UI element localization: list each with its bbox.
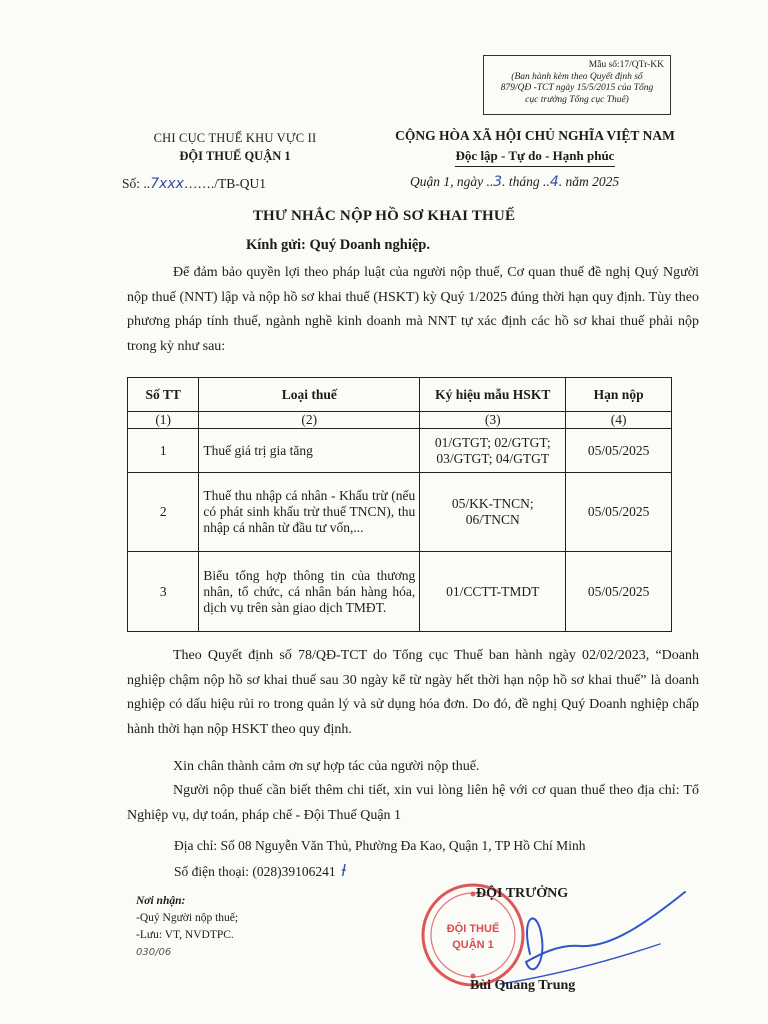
header-deadline: Hạn nộp bbox=[566, 378, 672, 412]
table-row bbox=[128, 473, 672, 552]
motto-underline bbox=[455, 166, 615, 167]
header-tax-type: Loại thuế bbox=[199, 378, 420, 412]
date-month-label: . tháng .. bbox=[502, 174, 550, 189]
form-code-line: 01/CCTT-TMDT bbox=[446, 583, 540, 599]
row-no: 1 bbox=[128, 429, 199, 473]
header-no: Số TT bbox=[128, 378, 199, 412]
date-day: 3 bbox=[493, 174, 503, 190]
row-tax-type: Thuế giá trị gia tăng bbox=[199, 429, 420, 473]
date-month: 4 bbox=[549, 174, 559, 190]
initials-mark: ƚ bbox=[341, 861, 347, 880]
contact-address: Địa chỉ: Số 08 Nguyễn Văn Thủ, Phường Đa Kao, Quận 1, TP Hồ Chí Minh bbox=[174, 838, 586, 853]
form-code: Mẫu số:17/QTr-KK bbox=[588, 60, 664, 70]
table-row bbox=[128, 552, 672, 632]
row-form-code bbox=[420, 473, 566, 552]
issue-date bbox=[410, 174, 619, 190]
form-code-line: 03/GTGT; 04/GTGT bbox=[436, 450, 550, 466]
table-row bbox=[128, 429, 672, 473]
row-form-code bbox=[420, 429, 566, 473]
recipient-item: -Lưu: VT, NVDTPC. bbox=[136, 929, 234, 941]
svg-text:ĐỘI THUẾ: ĐỘI THUẾ bbox=[446, 923, 500, 935]
doc-number-prefix: Số: .. bbox=[122, 176, 151, 191]
index-cell: (1) bbox=[128, 412, 199, 429]
form-note-line-3: cục trưởng Tổng cục Thuế) bbox=[525, 94, 629, 105]
row-tax-type: Thuế thu nhập cá nhân - Khấu trừ (nếu có phát sinh khấu trừ thuế TNCN), thu nhập cá nhân từ đầu tư vốn,... bbox=[199, 473, 420, 552]
row-no: 3 bbox=[128, 552, 199, 632]
intro-paragraph bbox=[127, 261, 699, 359]
date-year: . năm 2025 bbox=[558, 174, 620, 189]
regulation-paragraph bbox=[127, 644, 699, 742]
thanks-text: Xin chân thành cảm ơn sự hợp tác của người nộp thuế. bbox=[173, 759, 480, 774]
issuing-agency bbox=[120, 131, 350, 164]
regulation-text: Theo Quyết định số 78/QĐ-TCT do Tổng cục Thuế ban hành ngày 02/02/2023, “Doanh nghiệp chậm nộp hồ sơ khai thuế sau 30 ngày kể từ ngày hết thời hạn nộp hồ sơ khai thuế” là doanh nghiệp có dấu hiệu rủi ro trong quản lý và sử dụng hóa đơn. Do đó, đề nghị Quý Doanh nghiệp chấp hành thời hạn nộp HSKT theo quy định. bbox=[127, 648, 699, 737]
document-number bbox=[122, 176, 266, 192]
row-deadline: 05/05/2025 bbox=[566, 552, 672, 632]
tax-filing-table bbox=[127, 377, 672, 632]
recipient-item: -Quý Người nộp thuế; bbox=[136, 912, 239, 924]
greeting: Kính gửi: Quý Doanh nghiệp. bbox=[246, 237, 430, 253]
signer-title: ĐỘI TRƯỞNG bbox=[476, 886, 569, 901]
doc-number-handwritten: 7xxx bbox=[150, 176, 184, 192]
row-tax-type: Biểu tổng hợp thông tin của thương nhân, tổ chức, cá nhân bán hàng hóa, dịch vụ trên sàn giao dịch TMĐT. bbox=[199, 552, 420, 632]
thanks-paragraph bbox=[127, 755, 699, 780]
document-title: THƯ NHẮC NỘP HỒ SƠ KHAI THUẾ bbox=[252, 208, 516, 224]
form-note-line-1: (Ban hành kèm theo Quyết định số bbox=[511, 71, 643, 82]
table-header-row bbox=[128, 378, 672, 412]
form-code-line: 06/TNCN bbox=[465, 512, 520, 527]
contact-details bbox=[174, 833, 694, 884]
row-deadline: 05/05/2025 bbox=[566, 473, 672, 552]
recipients-block bbox=[136, 893, 238, 961]
signer-name: Bùi Quang Trung bbox=[470, 978, 576, 993]
contact-phone-text: Số điện thoại: (028)39106241 bbox=[174, 864, 336, 879]
national-heading bbox=[380, 128, 690, 167]
form-note-line-2: 879/QĐ -TCT ngày 15/5/2015 của Tổng bbox=[500, 83, 654, 93]
index-cell: (4) bbox=[566, 412, 672, 429]
agency-line-1: CHI CỤC THUẾ KHU VỰC II bbox=[153, 131, 317, 145]
contact-text: Người nộp thuế cần biết thêm chi tiết, xin vui lòng liên hệ với cơ quan thuế theo địa chỉ: Tổ Nghiệp vụ, dự toán, pháp chế - Đội Thuế Quận 1 bbox=[127, 783, 699, 823]
table-index-row bbox=[128, 412, 672, 429]
form-code-line: 01/GTGT; 02/GTGT; bbox=[434, 434, 551, 450]
nation-motto: Độc lập - Tự do - Hạnh phúc bbox=[455, 148, 615, 163]
nation-line-1: CỘNG HÒA XÃ HỘI CHỦ NGHĨA VIỆT NAM bbox=[395, 128, 675, 143]
row-no: 2 bbox=[128, 473, 199, 552]
date-place: Quận 1, ngày .. bbox=[410, 174, 494, 189]
svg-text:QUẬN 1: QUẬN 1 bbox=[452, 939, 494, 951]
recipients-label: Nơi nhận: bbox=[136, 895, 186, 907]
index-cell: (2) bbox=[199, 412, 420, 429]
contact-paragraph bbox=[127, 779, 699, 828]
header-form-code: Ký hiệu mẫu HSKT bbox=[420, 378, 566, 412]
intro-text: Để đảm bảo quyền lợi theo pháp luật của người nộp thuế, Cơ quan thuế đề nghị Quý Người nộp thuế (NNT) lập và nộp hồ sơ khai thuế (HSKT) kỳ Quý 1/2025 đúng thời hạn quy định. Tùy theo phương pháp tính thuế, ngành nghề kinh doanh mà NNT tự xác định các hồ sơ khai thuế phải nộp trong kỳ như sau: bbox=[127, 265, 699, 354]
form-code-box bbox=[483, 55, 671, 115]
index-cell: (3) bbox=[420, 412, 566, 429]
row-deadline: 05/05/2025 bbox=[566, 429, 672, 473]
archive-handwritten-note: 030/06 bbox=[136, 947, 172, 958]
agency-line-2: ĐỘI THUẾ QUẬN 1 bbox=[179, 149, 291, 163]
row-form-code bbox=[420, 552, 566, 632]
doc-number-suffix: ……./TB-QU1 bbox=[183, 176, 267, 191]
form-code-line: 05/KK-TNCN; bbox=[451, 496, 534, 511]
